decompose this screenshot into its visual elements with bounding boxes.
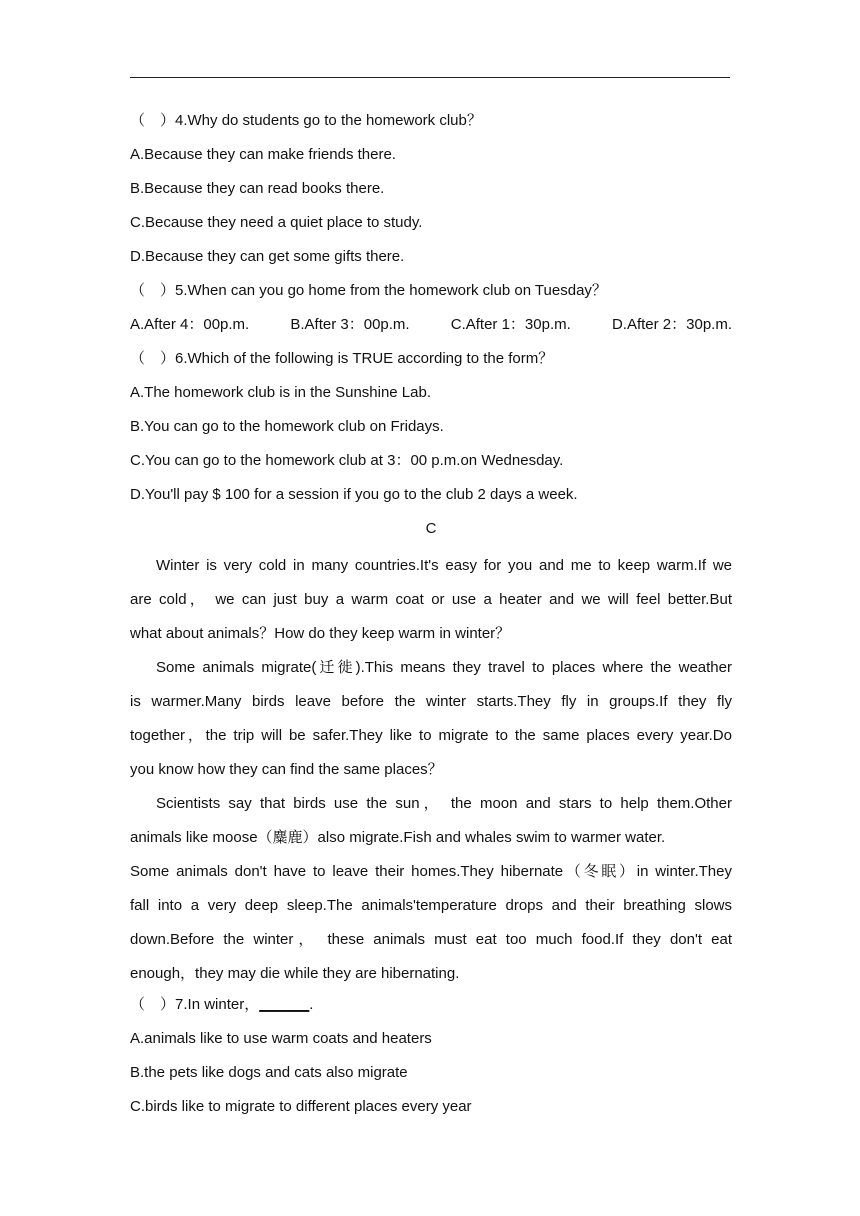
question-text: 4.Why do students go to the homework club？ <box>175 112 482 129</box>
passage-line: fall into a very deep sleep.The animals'temperature drops and their breathing slows <box>130 897 732 914</box>
q5-option-d: D.After 2：30p.m. <box>611 316 732 333</box>
q7-option-c: C.birds like to migrate to different places every year <box>130 1098 472 1115</box>
passage-paragraph-1 <box>130 549 732 651</box>
q5-options-row <box>130 311 732 345</box>
passage-line: down.Before the winter， these animals must eat too much food.If they don't eat <box>130 931 732 948</box>
header-rule <box>130 77 730 78</box>
q5-option-c: C.After 1：30p.m. <box>450 316 571 333</box>
question-text: 5.When can you go home from the homework club on Tuesday？ <box>175 282 607 299</box>
q6-option-c: C.You can go to the homework club at 3：00 p.m.on Wednesday. <box>130 452 564 469</box>
passage-line: what about animals？How do they keep warm in winter？ <box>130 625 511 642</box>
q4-option-c: C.Because they need a quiet place to study. <box>130 214 423 231</box>
q6-option-a: A.The homework club is in the Sunshine Lab. <box>130 384 432 401</box>
section-heading: C <box>425 520 437 537</box>
question-7-stem <box>130 991 732 1025</box>
passage-line: together，the trip will be safer.They like to migrate to the same places every year.Do <box>130 727 732 744</box>
answer-paren: （ ） <box>130 996 176 1013</box>
q4-option-d: D.Because they can get some gifts there. <box>130 248 405 265</box>
passage-line: Winter is very cold in many countries.It's easy for you and me to keep warm.If we <box>156 557 732 574</box>
passage-line: animals like moose（麋鹿）also migrate.Fish and whales swim to warmer water. <box>130 829 666 846</box>
passage-line: Some animals migrate(迁徙).This means they travel to places where the weather <box>156 659 732 676</box>
passage-paragraph-2 <box>130 651 732 787</box>
answer-paren: （ ） <box>130 350 176 367</box>
answer-paren: （ ） <box>130 282 176 299</box>
passage-line: enough，they may die while they are hibernating. <box>130 965 460 982</box>
passage-line: you know how they can find the same places？ <box>130 761 443 778</box>
q6-option-b: B.You can go to the homework club on Fridays. <box>130 418 444 435</box>
question-text: 6.Which of the following is TRUE according to the form？ <box>175 350 554 367</box>
answer-paren: （ ） <box>130 112 176 129</box>
passage-line: is warmer.Many birds leave before the winter starts.They fly in groups.If they fly <box>130 693 732 710</box>
question-5-stem <box>130 277 732 311</box>
fill-blank: ______ <box>259 996 310 1013</box>
q6-option-d: D.You'll pay $ 100 for a session if you go to the club 2 days a week. <box>130 486 578 503</box>
q7-option-b: B.the pets like dogs and cats also migrate <box>130 1064 408 1081</box>
question-end: . <box>309 996 314 1013</box>
question-6-stem <box>130 345 732 379</box>
question-4-stem <box>130 107 732 141</box>
q5-option-b: B.After 3：00p.m. <box>290 316 410 333</box>
q4-option-b: B.Because they can read books there. <box>130 180 385 197</box>
question-text: 7.In winter， <box>175 996 260 1013</box>
passage-paragraph-4 <box>130 855 732 991</box>
passage-line: are cold， we can just buy a warm coat or use a heater and we will feel better.But <box>130 591 732 608</box>
passage-paragraph-3 <box>130 787 732 855</box>
passage-line: Scientists say that birds use the sun， the moon and stars to help them.Other <box>156 795 732 812</box>
passage-line: Some animals don't have to leave their homes.They hibernate（冬眠）in winter.They <box>130 863 732 880</box>
q7-option-a: A.animals like to use warm coats and heaters <box>130 1030 432 1047</box>
q4-option-a: A.Because they can make friends there. <box>130 146 396 163</box>
document-body <box>130 107 732 1127</box>
q5-option-a: A.After 4：00p.m. <box>130 316 250 333</box>
